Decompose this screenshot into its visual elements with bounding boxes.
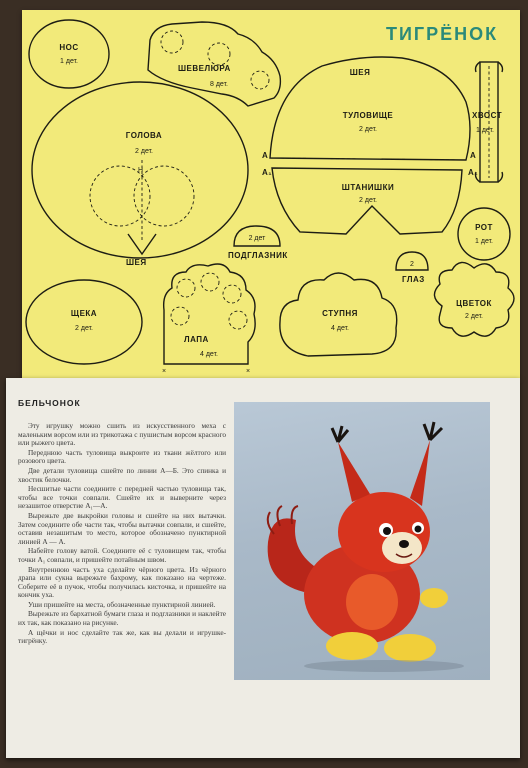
nose bbox=[399, 540, 409, 548]
golova-eye-circle bbox=[90, 166, 150, 226]
shevelyura-circle bbox=[251, 71, 269, 89]
podglaznik-label: ПОДГЛАЗНИК bbox=[228, 251, 288, 260]
instruction-page bbox=[6, 378, 520, 758]
stupnya-label: СТУПНЯ bbox=[322, 309, 358, 318]
rot-count: 1 дет. bbox=[475, 238, 493, 245]
rot-piece bbox=[458, 208, 510, 260]
article-paragraph: Переднюю часть туловища выкроите из ткани жёлтого или розового цвета. bbox=[18, 447, 226, 466]
podglaznik-count: 2 дет bbox=[248, 235, 266, 242]
khvost-label: ХВОСТ bbox=[472, 111, 503, 120]
lapa-label: ЛАПА bbox=[184, 335, 209, 344]
scheka-piece bbox=[26, 280, 142, 364]
article-paragraph: Несшитые части соедините с передней частью туловища так, чтобы все точки совпали. Сшейте их и выверните через незашитое отверстие А₁—А. bbox=[18, 484, 226, 511]
shadow bbox=[304, 660, 464, 672]
squirrel-foot bbox=[384, 634, 436, 662]
shtanishki-label: ШТАНИШКИ bbox=[341, 183, 395, 192]
scheka-label: ЩЕКА bbox=[70, 309, 98, 318]
nos-label: НОС bbox=[59, 43, 79, 52]
mark-a: А bbox=[262, 151, 269, 160]
pattern-sheet bbox=[22, 10, 520, 378]
lapa-pad bbox=[223, 285, 241, 303]
lapa-pad bbox=[171, 307, 189, 325]
tulovische-label: ТУЛОВИЩЕ bbox=[342, 111, 394, 120]
khvost-count: 1 дет. bbox=[476, 127, 494, 134]
squirrel-paw bbox=[420, 588, 448, 608]
squirrel-foot bbox=[326, 632, 378, 660]
squirrel-muzzle bbox=[382, 532, 422, 564]
glaz-label: ГЛАЗ bbox=[402, 275, 425, 284]
mark-x: × bbox=[162, 368, 167, 375]
squirrel-toy-illustration bbox=[234, 402, 490, 680]
golova-eye-circle bbox=[134, 166, 194, 226]
lapa-piece bbox=[164, 264, 255, 364]
mark-x: × bbox=[246, 368, 251, 375]
shevelyura-circle bbox=[161, 31, 183, 53]
squirrel-ear-right bbox=[410, 440, 430, 506]
lapa-count: 4 дет. bbox=[200, 351, 218, 358]
golova-count: 2 дет. bbox=[135, 148, 153, 155]
mark-a1: А₁ bbox=[262, 168, 273, 177]
tsvetok-count: 2 дет. bbox=[465, 313, 483, 320]
mark-a: А bbox=[470, 151, 477, 160]
pattern-drawing bbox=[22, 10, 520, 378]
article-paragraph: Набейте голову ватой. Соедините её с туловищем так, чтобы точки А₁ совпали, и пришейте потайным швом. bbox=[18, 546, 226, 564]
sheya-head-label: ШЕЯ bbox=[126, 258, 147, 267]
mark-h: Н bbox=[138, 167, 144, 174]
shevelyura-label: ШЕВЕЛЮРА bbox=[178, 64, 231, 73]
article-paragraph: Две детали туловища сшейте по линии А—Б. Это спинка и хвостик белочки. bbox=[18, 465, 226, 484]
golova-label: ГОЛОВА bbox=[125, 131, 163, 140]
squirrel-toy-photo bbox=[234, 402, 490, 680]
tulovische-count: 2 дет. bbox=[359, 126, 377, 133]
article-body bbox=[18, 422, 226, 647]
rot-label: РОТ bbox=[475, 223, 493, 232]
article-paragraph: Внутреннюю часть уха сделайте чёрного цвета. Из чёрного драпа или сукна вырежьте бахрому, как показано на чертеже. Соберите её в пучок, чтобы получилась кисточка, и пришейте на кончик уха. bbox=[18, 564, 226, 600]
glaz-count: 2 bbox=[410, 261, 414, 268]
article-title: БЕЛЬЧОНОК bbox=[18, 398, 81, 408]
ear-tassel bbox=[332, 426, 348, 442]
article-paragraph: А щёчки и нос сделайте так же, как вы делали и игрушке-тигрёнку. bbox=[18, 627, 226, 646]
lapa-pad bbox=[229, 311, 247, 329]
article-paragraph: Вырежьте две выкройки головы и сшейте на них вытачки. Затем соедините обе части так, чтобы вытачки совпали, и сшейте, оставив незашитым то место, которое обозначено пунктирной линией А — А. bbox=[18, 510, 226, 546]
article-paragraph: Уши пришейте на места, обозначенные пунктирной линией. bbox=[28, 599, 216, 609]
article-paragraph: Эту игрушку можно сшить из искусственного меха с маленьким ворсом или из трикотажа с пушистым ворсом красного или рыжего цвета. bbox=[18, 421, 226, 448]
squirrel-belly bbox=[346, 574, 398, 630]
shtanishki-count: 2 дет. bbox=[359, 197, 377, 204]
squirrel-ear-left bbox=[338, 442, 370, 502]
sheya-body-label: ШЕЯ bbox=[349, 68, 371, 77]
scheka-count: 2 дет. bbox=[75, 325, 93, 332]
sheet-title: ТИГРЁНОК bbox=[386, 24, 499, 44]
shevelyura-count: 8 дет. bbox=[210, 81, 228, 88]
shevelyura-circle bbox=[208, 43, 230, 65]
pupil bbox=[415, 526, 422, 533]
lapa-pad bbox=[201, 273, 219, 291]
ear-tassel bbox=[424, 422, 442, 440]
pupil bbox=[383, 527, 391, 535]
article-paragraph: Вырежьте из бархатной бумаги глаза и подглазники и наклейте их так, как показано на рисунке. bbox=[18, 609, 226, 628]
tsvetok-label: ЦВЕТОК bbox=[456, 299, 492, 308]
stupnya-count: 4 дет. bbox=[331, 325, 349, 332]
mark-a1: А₁ bbox=[468, 168, 479, 177]
nos-count: 1 дет. bbox=[60, 58, 78, 65]
lapa-pad bbox=[177, 279, 195, 297]
nos-piece bbox=[29, 20, 109, 88]
